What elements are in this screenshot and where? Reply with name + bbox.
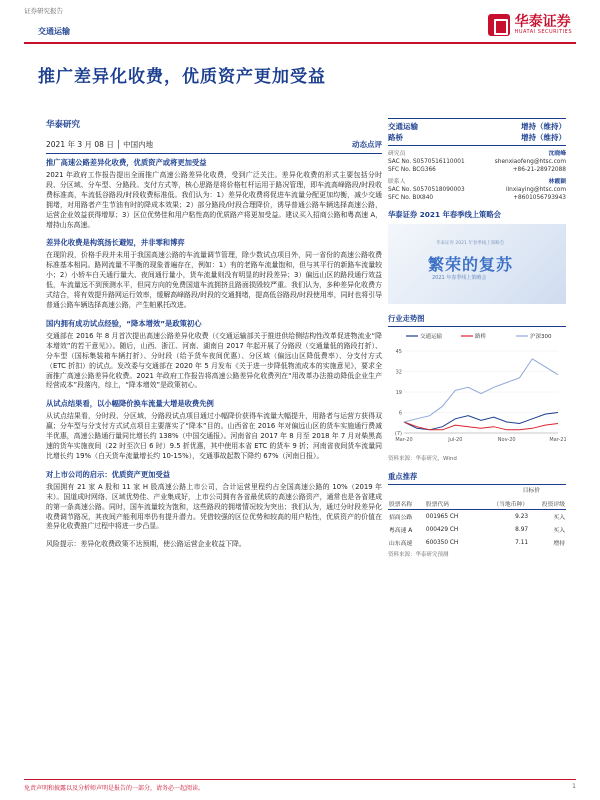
- analyst-sfc: SFC No. BCG366: [388, 167, 436, 173]
- recommend-heading: 重点推荐: [388, 472, 566, 485]
- x-tick-label: Jul-20: [448, 437, 463, 443]
- x-tick-label: Mar-21: [549, 437, 566, 443]
- section-heading: 从试点结果看，以小幅降价换车流量大增是收费先例: [46, 399, 214, 409]
- analyst-id-row: [388, 166, 566, 174]
- analyst-phone: +8601056793943: [513, 195, 566, 201]
- footer-disclaimer: 免责声明和披露以及分析师声明是报告的一部分，请务必一起阅读。: [24, 785, 205, 792]
- analyst-name: 林霞颖: [548, 179, 566, 185]
- stock-code: 600350 CH: [425, 539, 459, 546]
- col-header: 股票名称: [388, 498, 425, 510]
- logo-text-en: HUATAI SECURITIES: [514, 29, 572, 35]
- analyst-sac: SAC No. S0570518090003: [388, 187, 465, 193]
- promo-title: 繁荣的复苏: [428, 255, 514, 274]
- legend-label: 路桥: [475, 334, 487, 340]
- section-heading: 差异化收费是构筑扬长避短，并非零和博弈: [46, 238, 185, 248]
- y-tick-label: 45: [395, 349, 402, 355]
- col-header: 股票代码: [425, 498, 475, 510]
- analyst-email[interactable]: linxiaying@htsc.com: [505, 187, 566, 193]
- page-footer: [24, 779, 576, 792]
- analyst-role-row: [388, 178, 566, 186]
- section-heading: 推广高速公路差异化收费，优质资产或将更加受益: [46, 158, 207, 167]
- x-tick-label: Nov-20: [497, 437, 516, 443]
- page-number: 1: [572, 783, 576, 790]
- y-tick-label: 32: [395, 369, 402, 376]
- section-body: 我国拥有 21 家 A 股和 11 家 H 股高速公路上市公司，合计运营里程约占全国高速公路的 10%（2019 年末）。国道成时网络、区域优势佳、产业集成好，上市公司拥有各省最优质的高速公路资产，通常也是各省建成的第一条高速公路。同时，国车流量较为饱和，这些路段的拥堵情况较为突出；我们认为，通过分时段差异化收费调节路况，其夜间产能利用率仍有提升潜力。凭借较强的区位优势和较高的用户粘性，优质资产的价值在差异化收费推广过程中将进一步凸显。: [46, 482, 382, 531]
- chart-source: 资料来源：华泰研究，Wind: [388, 456, 457, 462]
- section-body: 在现阶段，价格手段并未用于我国高速公路的车流量调节管理，除少数试点项目外，同一省份的高速公路收费标准基本相同。路网流量不平衡的现象普遍存在，例如：1）有的老路车流量饱和，但与其平行的新路车流量较小；2）小轿车白天通行量大、夜间通行量小，货车流量则没有明显的时段差异；3）偏远山区的路段通行效益低，车流量远不到预测水平，但同方向的免费国道车流拥挤且路面损毁较严重。我们认为，多种差异化收费方式结合，将有效提升路网运行效率，缓解高峰路段/时段的交通拥堵，提高低谷路段/时段使用率，同时也将引导普通公路车辆选择高速公路，产生帕累托改进。: [46, 251, 382, 309]
- risk-text: 风险提示：差异化收费政策不达预期，使公路运营企业收益下降。: [46, 540, 246, 549]
- stock-rating: 买入: [553, 528, 565, 534]
- analyst-id-row: [388, 158, 566, 166]
- table-row: [388, 510, 566, 524]
- rating-label: 交通运输: [388, 122, 418, 131]
- stock-rating: 增持: [553, 541, 565, 547]
- logo-mark-icon: [488, 14, 510, 36]
- rating-row: [388, 121, 566, 132]
- promo-top-text: 华泰证券 2021 年春季线上策略会: [436, 241, 505, 246]
- analyst-block: [388, 150, 566, 202]
- research-org: 华泰研究: [46, 120, 81, 130]
- y-tick-label: 6: [398, 410, 402, 417]
- target-price: 7.11: [515, 539, 529, 546]
- stock-code: 000429 CH: [425, 526, 459, 533]
- rating-row: [388, 132, 566, 143]
- section-body: 从试点结果看，分时段、分区域、分路段试点项目通过小幅降价获得车流量大幅提升，用路者与运营方获得双赢；分车型与分支付方式试点项目主要落实了“降本”目的。山西省在 2016 年对偏远山区的货车实施通行费减半优惠，高速公路通行量同比增长约 138%（中国交通报）。河南省自 2017 年 8 月至 2018 年 7 月对柴黑高速的货车实施夜间（22 时至次日 6 时）9.5 折优惠，其中使用本省 ETC 的货车 9 折；河南省夜间货车流量同比增长约 19%（白天货车流量增长约 10-15%），交通事故起数下降约 67%（河南日报）。: [46, 412, 382, 460]
- stock-code: 001965 CH: [425, 513, 459, 520]
- table-row: [388, 523, 566, 536]
- target-price-label: 目标价: [522, 488, 540, 494]
- report-title: 推广差异化收费，优质资产更加受益: [38, 67, 326, 87]
- trend-heading: 行业走势图: [388, 314, 566, 327]
- section-2: [46, 238, 382, 310]
- report-date: 2021 年 3 月 08 日 │ 中国内地: [46, 140, 154, 149]
- main-body: [46, 158, 382, 558]
- table-source: 资料来源：华泰研究预测: [388, 552, 449, 558]
- section-body: 交通部在 2016 年 8 月首次提出高速公路差异化收费（《交通运输部关于推进供给侧结构性改革促进物流业“降本增效”的若干意见》）。随后，山西、浙江、河南、湖南自 2017 年起开展了分路段（交通量低的路段打折）、分车型（国标集装箱车辆打折）、分时段（给予货车夜间优惠）、分区域（偏远山区降低费率）、分支付方式（ETC 折扣）的试点。发改委与交通部在 2020 年 5 月发布《关于进一步降低物流成本的实施意见》，要求全面推广高速公路差异化收费。2021 年政府工作报告将高速公路差异化收费列在“用改革办法推动降低企业生产经营成本”段落内，综上，“降本增效”是政策初心。: [46, 331, 382, 390]
- analyst-id-row: [388, 186, 566, 194]
- report-kind: 动态点评: [352, 140, 382, 149]
- stock-name: 招商公路: [389, 515, 413, 521]
- y-tick-label: 19: [395, 390, 402, 396]
- legend-label: 沪深300: [530, 334, 552, 340]
- analyst-role: 联系人: [388, 179, 406, 185]
- recommend-table: [388, 498, 566, 549]
- section-1: [46, 158, 382, 230]
- target-price: 8.97: [515, 526, 529, 533]
- sidebar: [388, 118, 566, 558]
- analyst-id-row: [388, 194, 566, 202]
- stock-name: 粤高速 A: [389, 528, 413, 534]
- risk-note: [46, 540, 382, 550]
- analyst-name: 沈晓峰: [548, 151, 566, 157]
- trend-chart: [388, 329, 566, 449]
- section-4: [46, 399, 382, 462]
- industry-category: 交通运输: [38, 27, 70, 36]
- col-header: （当地币种）: [475, 498, 529, 510]
- section-heading: 国内拥有成功试点经验，“降本增效”是政策初心: [46, 318, 202, 328]
- promo-subtitle: 2021 年春季线上策略会: [432, 275, 487, 281]
- header-divider: [24, 42, 576, 44]
- analyst-role: 研究员: [388, 151, 406, 157]
- table-row: [388, 536, 566, 549]
- report-type-label: 证券研究报告: [24, 7, 63, 15]
- promo-heading: 华泰证券 2021 年春季线上策略会: [388, 210, 501, 219]
- legend-label: 交通运输: [420, 334, 443, 340]
- promo-banner[interactable]: [388, 224, 566, 304]
- section-body: 2021 年政府工作报告提出全面推广高速公路差异化收费，受到广泛关注。差异化收费的形式主要包括分时段、分区域、分车型、分路段。支付方式等，核心思路是将价格杠杆运用于路况管理，即车流高峰路段/时段收费标准高，车流低谷路段/时段收费标准低。我们认为：1）差异化收费将促进车流量分配更加均衡，减少交通拥堵，对用路者产生节油有时的降成本效果；2）部分路段/时段合理降价，诱导普通公路车辆选择高速公路，运营企业效益获得增厚；3）区位优势佳和用户粘性高的优质路产将更加受益。建议买入招商公路和粤高速 A，增持山东高速。: [46, 171, 382, 229]
- analyst-phone: +86-21-28972088: [512, 167, 566, 173]
- col-header: 投资评级: [529, 498, 566, 510]
- logo-text-cn: 华泰证券: [514, 14, 571, 30]
- section-3: [46, 319, 382, 391]
- analyst-email[interactable]: shenxiaofeng@htsc.com: [494, 159, 566, 165]
- series-line: [404, 422, 558, 430]
- table-header-row: [388, 498, 566, 510]
- date-line: [46, 139, 382, 154]
- rating-box: [388, 118, 566, 146]
- y-tick-label: (7): [394, 431, 402, 437]
- analyst-sfc: SFC No. BIX840: [388, 195, 434, 201]
- stock-rating: 买入: [553, 515, 565, 521]
- x-tick-label: Mar-20: [395, 437, 413, 443]
- company-logo: [488, 14, 572, 36]
- rating-value: 增持（维持）: [521, 122, 566, 131]
- rating-label: 路桥: [388, 133, 403, 142]
- target-price: 9.23: [515, 513, 529, 520]
- stock-name: 山东高速: [389, 541, 413, 547]
- analyst-role-row: [388, 150, 566, 158]
- rating-value: 增持（维持）: [521, 133, 566, 142]
- analyst-sac: SAC No. S0570516110001: [388, 159, 465, 165]
- section-5: [46, 470, 382, 533]
- section-heading: 对上市公司的启示：优质资产更加受益: [46, 469, 171, 479]
